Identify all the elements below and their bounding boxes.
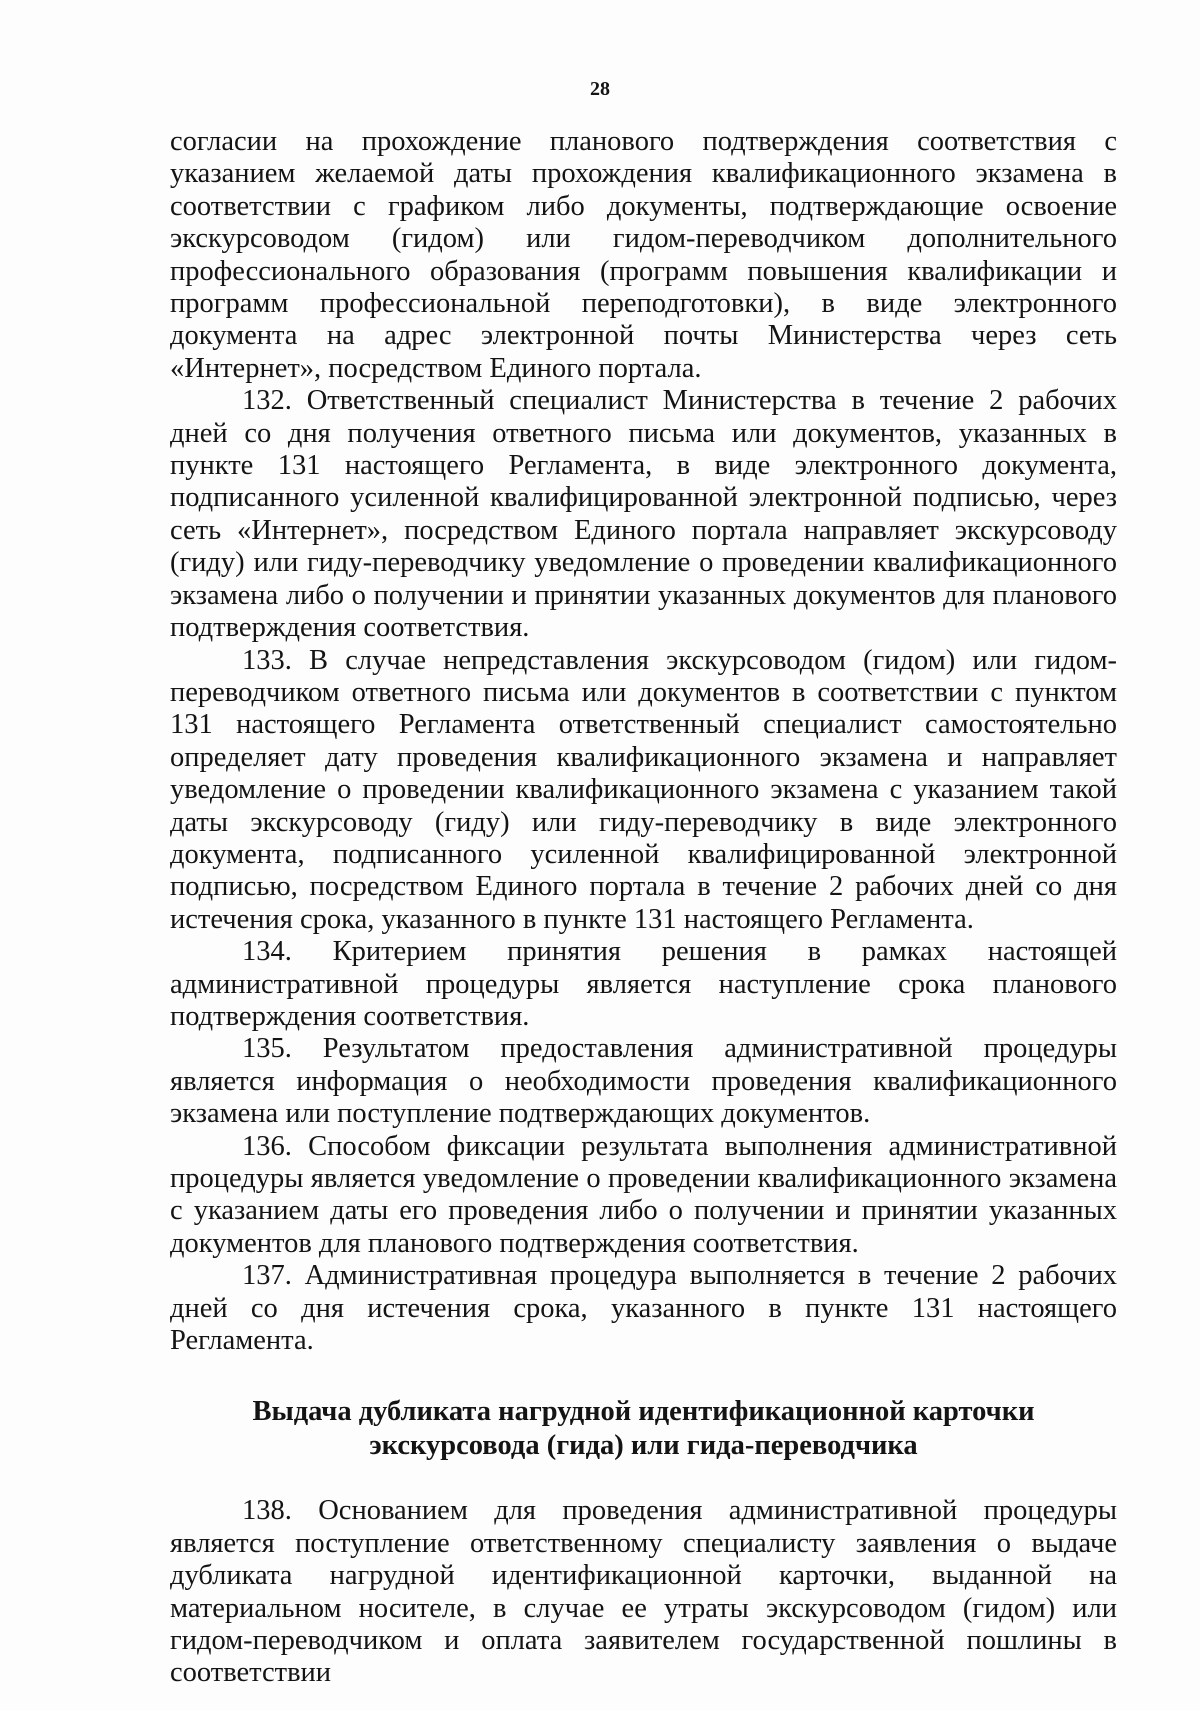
paragraph-135: 135. Результатом предоставления административной процедуры является информация о необходимости проведения квалификационного экзамена или поступление подтверждающих документов.: [170, 1033, 1117, 1130]
paragraph-131-continuation: согласии на прохождение планового подтверждения соответствия с указанием желаемой даты прохождения квалификационного экзамена в соответствии с графиком либо документы, подтверждающие освоение экскурсоводом (гидом) или гидом-переводчиком дополнительного профессионального образования (программ повышения квалификации и программ профессиональной переподготовки), в виде электронного документа на адрес электронной почты Министерства через сеть «Интернет», посредством Единого портала.: [170, 126, 1117, 384]
paragraph-134: 134. Критерием принятия решения в рамках настоящей административной процедуры является наступление срока планового подтверждения соответствия.: [170, 936, 1117, 1032]
paragraph-136: 136. Способом фиксации результата выполнения административной процедуры является уведомление о проведении квалификационного экзамена с указанием даты его проведения либо о получении и принятии указанных документов для планового подтверждения соответствия.: [170, 1130, 1117, 1259]
section-heading-line-1: Выдача дубликата нагрудной идентификационной карточки: [252, 1396, 1035, 1428]
paragraph-132: 132. Ответственный специалист Министерства в течение 2 рабочих дней со дня получения ответного письма или документов, указанных в пункте 131 настоящего Регламента, в виде электронного документа, подписанного усиленной квалифицированной электронной подписью, через сеть «Интернет», посредством Единого портала направляет экскурсоводу (гиду) или гиду-переводчику уведомление о проведении квалификационного экзамена либо о получении и принятии указанных документов для планового подтверждения соответствия.: [170, 385, 1117, 644]
paragraph-137: 137. Административная процедура выполняется в течение 2 рабочих дней со дня истечения срока, указанного в пункте 131 настоящего Регламента.: [170, 1260, 1117, 1357]
document-body: [170, 126, 1117, 1690]
page-number: 28: [590, 78, 610, 100]
paragraph-133: 133. В случае непредставления экскурсоводом (гидом) или гидом-переводчиком ответного письма или документов в соответствии с пунктом 131 настоящего Регламента ответственный специалист самостоятельно определяет дату проведения квалификационного экзамена и направляет уведомление о проведении квалификационного экзамена с указанием такой даты экскурсоводу (гиду) или гиду-переводчику в виде электронного документа, подписанного усиленной квалифицированной электронной подписью, посредством Единого портала в течение 2 рабочих дней со дня истечения срока, указанного в пункте 131 настоящего Регламента.: [170, 644, 1117, 935]
paragraph-138: 138. Основанием для проведения административной процедуры является поступление ответственному специалисту заявления о выдаче дубликата нагрудной идентификационной карточки, выданной на материальном носителе, в случае ее утраты экскурсоводом (гидом) или гидом-переводчиком и оплата заявителем государственной пошлины в соответствии: [170, 1495, 1117, 1689]
section-heading: [170, 1395, 1117, 1463]
section-heading-line-2: экскурсовода (гида) или гида-переводчика: [369, 1430, 918, 1462]
